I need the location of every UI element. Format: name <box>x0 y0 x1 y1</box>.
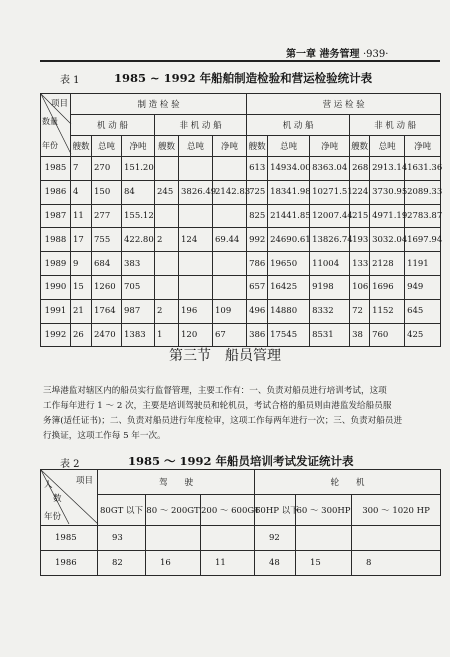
data-cell: 67 <box>213 323 247 347</box>
year-cell: 1985 <box>41 157 71 181</box>
col-header: 净吨 <box>310 136 350 157</box>
data-cell <box>213 204 247 228</box>
data-cell: 786 <box>247 252 268 276</box>
data-cell: 705 <box>122 275 155 299</box>
data-cell: 16 <box>146 551 201 576</box>
data-cell: 12007.44 <box>310 204 350 228</box>
data-cell: 151.20 <box>122 157 155 181</box>
data-cell: 11004 <box>310 252 350 276</box>
col-header: 净吨 <box>122 136 155 157</box>
col-header: 80 ～ 200GT <box>146 495 201 526</box>
data-cell: 1631.36 <box>405 157 441 181</box>
table-row <box>41 275 441 299</box>
corner-year: 年份 <box>42 141 58 150</box>
data-cell: 949 <box>405 275 441 299</box>
data-cell: 15 <box>71 275 92 299</box>
table1-corner <box>41 94 71 157</box>
data-cell <box>179 252 213 276</box>
data-cell: 92 <box>255 526 296 551</box>
data-cell <box>213 275 247 299</box>
col-header: 80GT 以下 <box>98 495 146 526</box>
table2-title: 1985 ～ 1992 年船员培训考试发证统计表 <box>128 454 354 468</box>
group-manufacture: 制 造 检 验 <box>71 94 247 115</box>
data-cell: 8531 <box>310 323 350 347</box>
data-cell: 277 <box>92 204 122 228</box>
group-engine: 轮 机 <box>255 470 441 495</box>
data-cell: 645 <box>405 299 441 323</box>
data-cell: 2089.33 <box>405 180 441 204</box>
page-header <box>286 45 388 60</box>
data-cell <box>155 157 179 181</box>
chapter-title: 港务管理 <box>319 49 360 60</box>
table-row <box>41 204 441 228</box>
table-row <box>41 299 441 323</box>
data-cell: 2470 <box>92 323 122 347</box>
data-cell: 1260 <box>92 275 122 299</box>
data-cell: 69.44 <box>213 228 247 252</box>
data-cell: 987 <box>122 299 155 323</box>
data-cell: 613 <box>247 157 268 181</box>
data-cell: 268 <box>350 157 370 181</box>
data-cell: 17545 <box>268 323 310 347</box>
paragraph-line: 务簿(适任证书)；二、负责对船员进行年度检审，这项工作每两年进行一次；三、负责对船员进 <box>43 416 403 426</box>
data-cell <box>179 275 213 299</box>
paragraph-line: 工作每年进行 1 ～ 2 次，主要是培训驾驶员和轮机员，考试合格的船员则由港监发给船员服 <box>43 401 392 411</box>
data-cell: 16425 <box>268 275 310 299</box>
data-cell: 215 <box>350 204 370 228</box>
corner-item: 项目 <box>50 99 68 109</box>
table-row <box>41 323 441 347</box>
data-cell: 14934.00 <box>268 157 310 181</box>
table-row <box>41 180 441 204</box>
col-header: 艘数 <box>71 136 92 157</box>
col-header: 总吨 <box>92 136 122 157</box>
paragraph-line: 行换证，这项工作每 5 年一次。 <box>43 431 166 441</box>
data-cell: 3730.95 <box>370 180 405 204</box>
data-cell: 4 <box>71 180 92 204</box>
data-cell: 383 <box>122 252 155 276</box>
sub-motor-manufacture: 机 动 船 <box>71 115 155 136</box>
table-row <box>41 551 441 576</box>
group-operation: 营 运 检 验 <box>247 94 441 115</box>
data-cell: 11 <box>201 551 255 576</box>
data-cell: 84 <box>122 180 155 204</box>
year-cell: 1990 <box>41 275 71 299</box>
chapter-label: 第一章 <box>286 49 316 60</box>
data-cell: 657 <box>247 275 268 299</box>
ship-inspection-table <box>40 93 441 347</box>
table-row <box>41 228 441 252</box>
data-cell: 4971.19 <box>370 204 405 228</box>
data-cell: 38 <box>350 323 370 347</box>
data-cell: 155.12 <box>122 204 155 228</box>
data-cell: 8363.04 <box>310 157 350 181</box>
data-cell: 245 <box>155 180 179 204</box>
data-cell <box>155 275 179 299</box>
data-cell: 9198 <box>310 275 350 299</box>
data-cell: 10271.51 <box>310 180 350 204</box>
year-cell: 1989 <box>41 252 71 276</box>
group-driving: 驾 驶 <box>98 470 255 495</box>
body-paragraph <box>43 384 440 444</box>
data-cell: 109 <box>213 299 247 323</box>
data-cell: 825 <box>247 204 268 228</box>
data-cell: 760 <box>370 323 405 347</box>
data-cell: 1696 <box>370 275 405 299</box>
col-header: 60HP 以下 <box>255 495 296 526</box>
data-cell: 196 <box>179 299 213 323</box>
data-cell: 106 <box>350 275 370 299</box>
data-cell <box>179 157 213 181</box>
data-cell: 8 <box>352 551 441 576</box>
data-cell: 3826.49 <box>179 180 213 204</box>
data-cell: 1764 <box>92 299 122 323</box>
section-title: 第三节 船员管理 <box>169 348 281 364</box>
data-cell: 26 <box>71 323 92 347</box>
col-header: 艘数 <box>155 136 179 157</box>
corner-count: 数 <box>53 494 62 504</box>
col-header: 总吨 <box>370 136 405 157</box>
data-cell: 2142.83 <box>213 180 247 204</box>
sub-nonmotor-manufacture: 非 机 动 船 <box>155 115 247 136</box>
table-row <box>41 157 441 181</box>
data-cell <box>213 252 247 276</box>
data-cell: 17 <box>71 228 92 252</box>
data-cell: 124 <box>179 228 213 252</box>
data-cell: 3032.04 <box>370 228 405 252</box>
year-cell: 1988 <box>41 228 71 252</box>
data-cell: 13826.74 <box>310 228 350 252</box>
table2-label: 表 2 <box>60 459 80 470</box>
col-header: 总吨 <box>179 136 213 157</box>
col-header: 总吨 <box>268 136 310 157</box>
data-cell: 755 <box>92 228 122 252</box>
data-cell <box>296 526 352 551</box>
data-cell: 992 <box>247 228 268 252</box>
data-cell: 21441.85 <box>268 204 310 228</box>
data-cell: 133 <box>350 252 370 276</box>
data-cell: 9 <box>71 252 92 276</box>
data-cell: 425 <box>405 323 441 347</box>
sub-motor-operation: 机 动 船 <box>247 115 350 136</box>
data-cell: 1191 <box>405 252 441 276</box>
data-cell: 1697.94 <box>405 228 441 252</box>
col-header: 300 ～ 1020 HP <box>352 495 441 526</box>
data-cell: 224 <box>350 180 370 204</box>
col-header: 净吨 <box>213 136 247 157</box>
data-cell: 2783.87 <box>405 204 441 228</box>
corner-year: 年份 <box>44 512 62 522</box>
col-header: 艘数 <box>350 136 370 157</box>
year-cell: 1991 <box>41 299 71 323</box>
data-cell: 193 <box>350 228 370 252</box>
corner-count: 数量 <box>42 117 58 126</box>
data-cell: 386 <box>247 323 268 347</box>
year-cell: 1986 <box>41 180 71 204</box>
data-cell: 2 <box>155 299 179 323</box>
data-cell: 48 <box>255 551 296 576</box>
data-cell <box>155 204 179 228</box>
data-cell: 1152 <box>370 299 405 323</box>
corner-item: 项目 <box>75 476 93 486</box>
data-cell: 270 <box>92 157 122 181</box>
corner-person: 人 <box>44 480 53 490</box>
table-row <box>41 526 441 551</box>
col-header: 艘数 <box>247 136 268 157</box>
data-cell: 93 <box>98 526 146 551</box>
data-cell: 15 <box>296 551 352 576</box>
data-cell: 2913.14 <box>370 157 405 181</box>
data-cell: 18341.98 <box>268 180 310 204</box>
data-cell: 725 <box>247 180 268 204</box>
data-cell: 82 <box>98 551 146 576</box>
crew-training-table <box>40 469 441 576</box>
data-cell: 150 <box>92 180 122 204</box>
year-cell: 1985 <box>41 526 98 551</box>
data-cell: 496 <box>247 299 268 323</box>
table1-label: 表 1 <box>60 75 80 86</box>
data-cell: 7 <box>71 157 92 181</box>
table-row <box>41 252 441 276</box>
data-cell: 120 <box>179 323 213 347</box>
data-cell: 14880 <box>268 299 310 323</box>
data-cell: 2 <box>155 228 179 252</box>
data-cell: 8332 <box>310 299 350 323</box>
sub-nonmotor-operation: 非 机 动 船 <box>350 115 441 136</box>
year-cell: 1986 <box>41 551 98 576</box>
data-cell: 72 <box>350 299 370 323</box>
data-cell: 1 <box>155 323 179 347</box>
data-cell: 2128 <box>370 252 405 276</box>
data-cell: 422.80 <box>122 228 155 252</box>
year-cell: 1992 <box>41 323 71 347</box>
data-cell <box>352 526 441 551</box>
data-cell <box>179 204 213 228</box>
data-cell: 1383 <box>122 323 155 347</box>
table2-corner <box>41 470 98 526</box>
data-cell: 19650 <box>268 252 310 276</box>
data-cell <box>213 157 247 181</box>
data-cell: 684 <box>92 252 122 276</box>
col-header: 净吨 <box>405 136 441 157</box>
data-cell: 21 <box>71 299 92 323</box>
data-cell: 11 <box>71 204 92 228</box>
page-number: ·939· <box>362 49 389 60</box>
year-cell: 1987 <box>41 204 71 228</box>
data-cell <box>201 526 255 551</box>
paragraph-line: 三埠港监对辖区内的船员实行监督管理，主要工作有：一、负责对船员进行培训考试，这项 <box>43 386 387 396</box>
data-cell <box>146 526 201 551</box>
data-cell: 24690.61 <box>268 228 310 252</box>
col-header: 200 ～ 600GT <box>201 495 255 526</box>
data-cell <box>155 252 179 276</box>
table1-title: 1985 ~ 1992 年船舶制造检验和营运检验统计表 <box>114 71 373 85</box>
col-header: 60 ～ 300HP <box>296 495 352 526</box>
header-rule <box>40 60 440 62</box>
